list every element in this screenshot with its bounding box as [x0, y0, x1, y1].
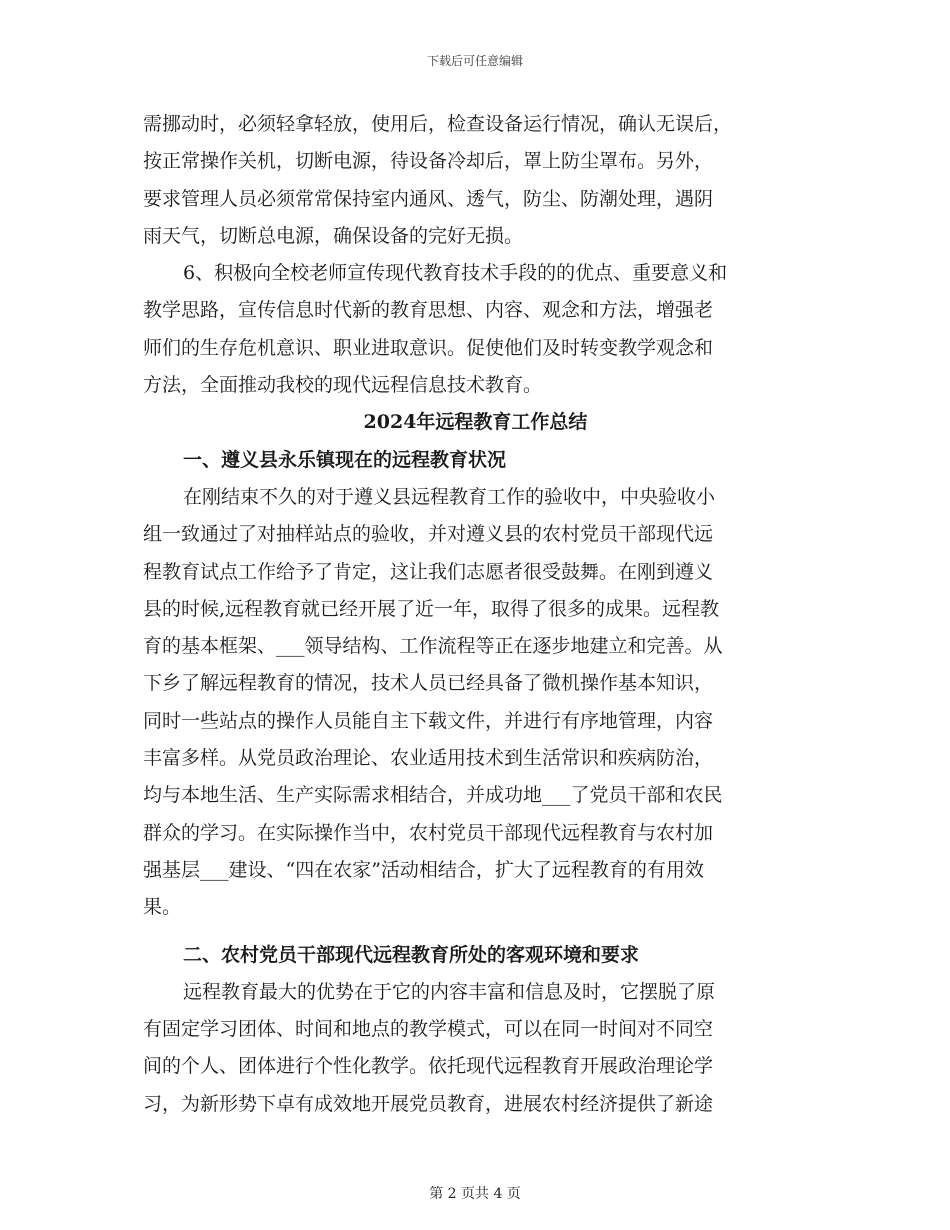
paragraph-start: 远程教育最大的优势在于它的内容丰富和信息及时，它摆脱了原 — [183, 980, 716, 1003]
section-heading-1: 一、遵义县永乐镇现在的远程教育状况 — [183, 448, 507, 471]
page-header: 下载后可任意编辑 — [426, 54, 523, 68]
body-line: 需挪动时，必须轻拿轻放，使用后，检查设备运行情况，确认无误后， — [143, 113, 733, 135]
section-heading-2: 二、农村党员干部现代远程教育所处的客观环境和要求 — [183, 943, 640, 966]
body-line: 育的基本框架、___领导结构、工作流程等正在逐步地建立和完善。从 — [143, 635, 723, 658]
body-line: 同时一些站点的操作人员能自主下载文件，并进行有序地管理，内容 — [143, 709, 714, 732]
body-line: 下乡了解远程教育的情况，技术人员已经具备了微机操作基本知识， — [143, 672, 714, 695]
body-line: 要求管理人员必须常常保持室内通风、透气，防尘、防潮处理，遇阴 — [143, 187, 714, 210]
page-footer: 第 2 页共 4 页 — [429, 1186, 521, 1202]
body-line: 师们的生存危机意识、职业进取意识。促使他们及时转变教学观念和 — [143, 336, 714, 359]
body-line: 丰富多样。从党员政治理论、农业适用技术到生活常识和疾病防治， — [143, 747, 714, 770]
body-line: 方法，全面推动我校的现代远程信息技术教育。 — [143, 374, 543, 397]
paragraph-start: 6、积极向全校老师宣传现代教育技术手段的的优点、重要意义和 — [183, 262, 728, 285]
body-line: 按正常操作关机，切断电源，待设备冷却后，罩上防尘罩布。另外， — [143, 150, 714, 173]
body-line: 强基层___建设、“四在农家”活动相结合，扩大了远程教育的有用效 — [143, 858, 704, 881]
body-line: 间的个人、团体进行个性化教学。依托现代远程教育开展政治理论学 — [143, 1055, 714, 1078]
body-line: 教学思路，宣传信息时代新的教育思想、内容、观念和方法，增强老 — [143, 299, 714, 322]
body-line: 组一致通过了对抽样站点的验收，并对遵义县的农村党员干部现代远 — [143, 523, 714, 546]
body-line: 雨天气，切断总电源，确保设备的完好无损。 — [143, 224, 524, 247]
body-line: 群众的学习。在实际操作当中，农村党员干部现代远程教育与农村加 — [143, 821, 714, 844]
paragraph-start: 在刚结束不久的对于遵义县远程教育工作的验收中，中央验收小 — [183, 485, 716, 508]
body-line: 习，为新形势下卓有成效地开展党员教育，进展农村经济提供了新途 — [143, 1092, 714, 1115]
body-line: 均与本地生活、生产实际需求相结合，并成功地___了党员干部和农民 — [143, 784, 723, 807]
body-line: 有固定学习团体、时间和地点的教学模式，可以在同一时间对不同空 — [143, 1018, 714, 1041]
document-body — [143, 106, 808, 1123]
body-line: 县的时候,远程教育就已经开展了近一年，取得了很多的成果。远程教 — [143, 597, 720, 620]
body-line: 程教育试点工作给予了肯定，这让我们志愿者很受鼓舞。在刚到遵义 — [143, 560, 714, 583]
body-line: 果。 — [143, 896, 182, 919]
section-title: 2024年远程教育工作总结 — [363, 411, 588, 434]
